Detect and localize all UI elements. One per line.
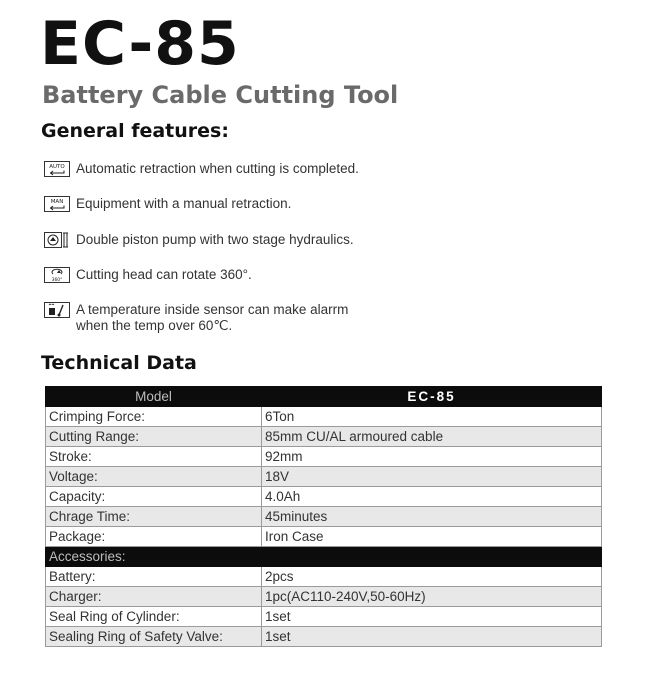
auto-retract-icon: [44, 161, 70, 177]
table-row: [46, 627, 602, 647]
accessories-header-row: [46, 547, 602, 567]
feature-item-temperature-sensor: [44, 302, 348, 334]
product-subtitle: Battery Cable Cutting Tool: [42, 81, 399, 109]
model-label: Model: [46, 387, 262, 407]
manual-retract-icon: [44, 196, 70, 212]
row-label: Package:: [46, 527, 262, 547]
row-value: 6Ton: [262, 407, 602, 427]
row-value: 1set: [262, 627, 602, 647]
feature-item-manual-retraction: [44, 196, 291, 212]
man-icon-label: MAN: [50, 199, 64, 205]
feature-text: Cutting head can rotate 360°.: [76, 267, 252, 282]
feature-text: Equipment with a manual retraction.: [76, 196, 292, 211]
row-label: Seal Ring of Cylinder:: [46, 607, 262, 627]
deg-icon-label: 360°: [51, 278, 63, 283]
table-row: [46, 527, 602, 547]
rotate-360-icon: [44, 267, 70, 283]
row-label: Cutting Range:: [46, 427, 262, 447]
product-model-title: EC-85: [40, 9, 240, 79]
row-label: Chrage Time:: [46, 507, 262, 527]
row-value: 1pc(AC110-240V,50-60Hz): [262, 587, 602, 607]
row-value: 45minutes: [262, 507, 602, 527]
row-label: Voltage:: [46, 467, 262, 487]
row-value: 1set: [262, 607, 602, 627]
auto-icon-label: AUTO: [49, 164, 65, 170]
table-row: [46, 507, 602, 527]
table-row: [46, 427, 602, 447]
accessories-label: Accessories:: [46, 547, 602, 567]
feature-text-line-1: A temperature inside sensor can make alarrm: [76, 302, 349, 317]
general-features-heading: General features:: [41, 120, 229, 142]
table-header-row: [46, 387, 602, 407]
table-row: [46, 587, 602, 607]
table-row: [46, 447, 602, 467]
table-row: [46, 607, 602, 627]
row-label: Crimping Force:: [46, 407, 262, 427]
row-label: Capacity:: [46, 487, 262, 507]
row-label: Stroke:: [46, 447, 262, 467]
row-value: 85mm CU/AL armoured cable: [262, 427, 602, 447]
technical-data-heading: Technical Data: [41, 352, 197, 374]
row-label: Battery:: [46, 567, 262, 587]
model-value: EC-85: [262, 387, 602, 407]
feature-text: Automatic retraction when cutting is completed.: [76, 161, 359, 176]
feature-item-piston-pump: [44, 232, 354, 248]
row-label: Charger:: [46, 587, 262, 607]
technical-data-table: [45, 386, 602, 647]
row-value: 4.0Ah: [262, 487, 602, 507]
table-row: [46, 487, 602, 507]
row-value: 2pcs: [262, 567, 602, 587]
row-value: Iron Case: [262, 527, 602, 547]
table-row: [46, 407, 602, 427]
feature-text: Double piston pump with two stage hydraulics.: [76, 232, 354, 247]
row-value: 92mm: [262, 447, 602, 467]
piston-pump-icon: [44, 232, 70, 248]
feature-text: [76, 302, 348, 334]
row-label: Sealing Ring of Safety Valve:: [46, 627, 262, 647]
row-value: 18V: [262, 467, 602, 487]
feature-item-rotate-head: [44, 267, 252, 283]
table-row: [46, 567, 602, 587]
temperature-sensor-icon: [44, 302, 70, 318]
feature-item-auto-retraction: [44, 161, 359, 177]
feature-text-line-2: when the temp over 60℃.: [76, 318, 233, 333]
table-row: [46, 467, 602, 487]
